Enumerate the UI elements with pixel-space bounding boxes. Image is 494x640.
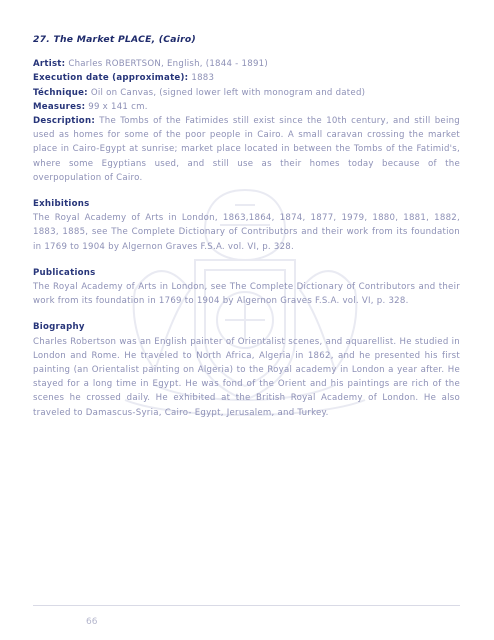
technique-value: Oil on Canvas, (signed lower left with monogram and dated) <box>87 87 366 98</box>
footer-divider <box>33 605 460 606</box>
artist-key: Artist: <box>33 59 66 70</box>
technique-key: Téchnique: <box>33 87 88 98</box>
measures-value: 99 x 141 cm. <box>85 101 148 112</box>
description-key: Description: <box>33 116 96 127</box>
document-page <box>33 33 460 420</box>
publications-text: The Royal Academy of Arts in London, see The Complete Dictionary of Contributors and their work from its foundation in 1769 to 1904 by Algernon Graves F.S.A. vol. VI, p. 328. <box>33 282 460 307</box>
technique-line <box>33 86 460 100</box>
artwork-title: 27. The Market PLACE, (Cairo) <box>33 34 196 45</box>
exhibitions-text: The Royal Academy of Arts in London, 1863,1864, 1874, 1877, 1979, 1880, 1881, 1882, 1883, 1885, see The Complete Dictionary of Contributors and their work from its foundation in 1769 to 1904 by Algernon Graves F.S.A. vol. VI, p. 328. <box>33 213 460 252</box>
exhibitions-heading: Exhibitions <box>33 199 90 210</box>
description-paragraph <box>33 114 460 185</box>
biography-text: Charles Robertson was an English painter of Orientalist scenes, and aquarellist. He studied in London and Rome. He traveled to North Africa, Algeria in 1862, and he presented his first painting (an Orientalist painting on Algeria) to the Royal academy in London a year after. He stayed for a long time in Egypt. He was fond of the Orient and his paintings are rich of the scenes he crossed daily. He exhibited at the British Royal Academy of London. He also traveled to Damascus-Syria, Cairo- Egypt, Jerusalem, and Turkey. <box>33 336 460 418</box>
measures-key: Measures: <box>33 101 86 112</box>
publications-heading: Publications <box>33 267 96 278</box>
artist-line <box>33 57 460 71</box>
artist-value: Charles ROBERTSON, English, (1844 - 1891) <box>65 59 268 70</box>
page-number: 66 <box>86 617 98 627</box>
execution-date-value: 1883 <box>188 73 215 84</box>
measures-line <box>33 100 460 114</box>
execution-date-key: Execution date (approximate): <box>33 73 189 84</box>
description-text: The Tombs of the Fatimides still exist since the 10th century, and still being used as homes for some of the poor people in Cairo. A small caravan crossing the market place in Cairo-Egypt at sunrise; market place located in between the Tombs of the Fatimid's, where some Egyptians used, and still use as their homes today because of the overpopulation of Cairo. <box>33 116 460 183</box>
biography-heading: Biography <box>33 322 85 333</box>
execution-date-line <box>33 71 460 85</box>
